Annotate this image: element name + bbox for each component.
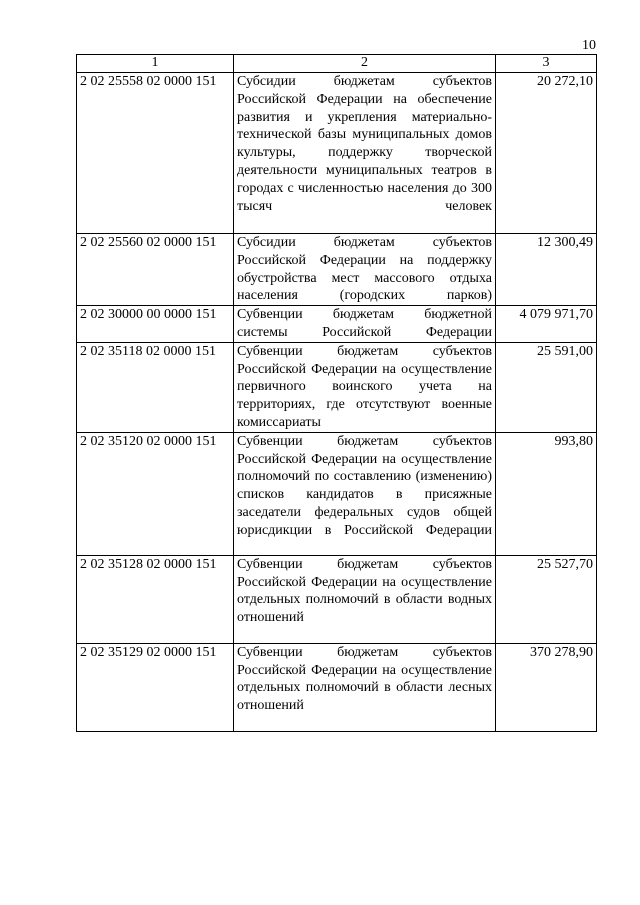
amount-cell: 25 527,70 (496, 555, 597, 643)
table-header-row (77, 55, 597, 73)
amount-cell: 370 278,90 (496, 643, 597, 731)
column-header-1: 1 (77, 55, 234, 73)
description-cell: Субвенции бюджетам субъектов Российской Федерации на осуществление полномочий по составлению (изменению) списков кандидатов в присяжные заседатели федеральных судов общей юрисдикции в Российской Федерации (234, 432, 496, 555)
table-row (77, 342, 597, 432)
table-row (77, 73, 597, 234)
budget-code-cell: 2 02 30000 00 0000 151 (77, 306, 234, 343)
table-row (77, 555, 597, 643)
amount-cell: 4 079 971,70 (496, 306, 597, 343)
table-row (77, 643, 597, 731)
budget-code-cell: 2 02 35128 02 0000 151 (77, 555, 234, 643)
table-row (77, 306, 597, 343)
amount-cell: 25 591,00 (496, 342, 597, 432)
amount-cell: 12 300,49 (496, 234, 597, 306)
column-header-3: 3 (496, 55, 597, 73)
table-row (77, 234, 597, 306)
budget-code-cell: 2 02 35120 02 0000 151 (77, 432, 234, 555)
description-cell: Субсидии бюджетам субъектов Российской Федерации на поддержку обустройства мест массового отдыха населения (городских парков) (234, 234, 496, 306)
amount-cell: 993,80 (496, 432, 597, 555)
table-row (77, 432, 597, 555)
budget-code-cell: 2 02 35129 02 0000 151 (77, 643, 234, 731)
budget-code-cell: 2 02 25560 02 0000 151 (77, 234, 234, 306)
description-cell: Субвенции бюджетам субъектов Российской Федерации на осуществление отдельных полномочий в области лесных отношений (234, 643, 496, 731)
description-cell: Субсидии бюджетам субъектов Российской Федерации на обеспечение развития и укрепления материально-технической базы муниципальных домов культуры, поддержку творческой деятельности муниципальных театров в городах с численностью населения до 300 тысяч человек (234, 73, 496, 234)
budget-code-cell: 2 02 25558 02 0000 151 (77, 73, 234, 234)
page-number: 10 (582, 38, 596, 53)
description-cell: Субвенции бюджетам субъектов Российской Федерации на осуществление первичного воинского учета на территориях, где отсутствуют военные комиссариаты (234, 342, 496, 432)
budget-code-cell: 2 02 35118 02 0000 151 (77, 342, 234, 432)
budget-revenue-table (76, 54, 597, 732)
description-cell: Субвенции бюджетам субъектов Российской Федерации на осуществление отдельных полномочий в области водных отношений (234, 555, 496, 643)
amount-cell: 20 272,10 (496, 73, 597, 234)
description-cell: Субвенции бюджетам бюджетной системы Российской Федерации (234, 306, 496, 343)
column-header-2: 2 (234, 55, 496, 73)
